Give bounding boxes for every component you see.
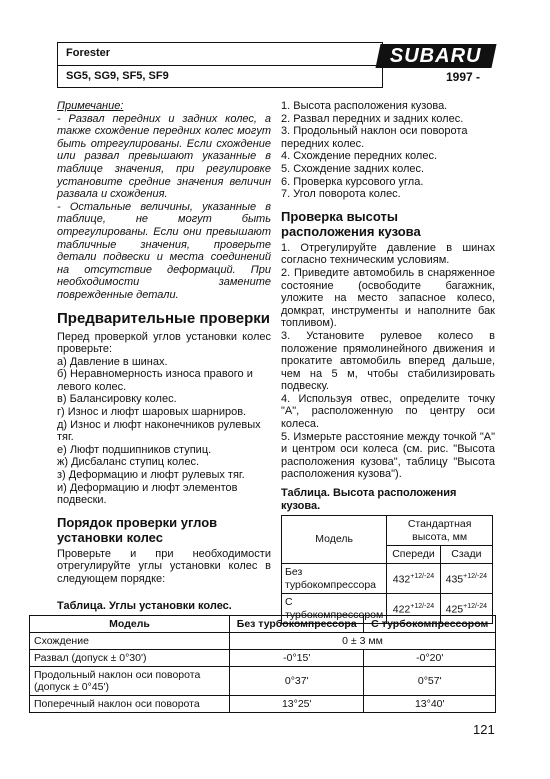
note-paragraph-2: - Остальные величины, указанные в таблице, не могут быть отрегулированы. Если они превышают табличные значения, проверьте детали подвески и места соединений на отсутствие деформаций. При необходимости замените поврежденные детали. — [57, 200, 271, 301]
row-label: Схождение — [30, 633, 230, 650]
model-year: 1997 - — [446, 70, 481, 84]
row-value-noturbo: -0°15' — [230, 650, 364, 667]
list-item: г) Износ и люфт шаровых шарниров. — [57, 406, 247, 419]
list-item: 6. Проверка курсового угла. — [281, 175, 424, 188]
order-list — [281, 100, 495, 201]
subaru-logo — [375, 44, 496, 68]
prelim-intro: Перед проверкой углов установки колес проверьте: — [57, 330, 271, 356]
height-col-front: Спереди — [387, 546, 440, 564]
height-col-model: Модель — [282, 516, 387, 564]
row-model: С турбокомпрессором — [282, 594, 387, 624]
height-col-std: Стандартная высота, мм — [387, 516, 493, 546]
height-table — [281, 515, 493, 624]
row-front: $422^{+12/-24}$ — [387, 594, 440, 624]
height-heading: Проверка высоты расположения кузова — [281, 208, 421, 239]
height-steps — [281, 242, 495, 481]
order-heading: Порядок проверки углов установки колес — [57, 514, 218, 545]
step-item: 4. Используя отвес, определите точку "A", расположенную по центру оси колеса. — [281, 392, 495, 431]
angles-table-title: Таблица. Углы установки колес. — [57, 600, 232, 612]
list-item: 4. Схождение передних колес. — [281, 150, 437, 163]
table-row — [30, 667, 496, 696]
step-item: 2. Приведите автомобиль в снаряженное состояние (освободите багажник, уложите на место запасное колесо, домкрат, инструменты и наполните бак топливом). — [281, 266, 495, 330]
list-item: 5. Схождение задних колес. — [281, 162, 425, 175]
row-label: Поперечный наклон оси поворота — [30, 696, 230, 713]
list-item: в) Балансировку колес. — [57, 393, 177, 406]
list-item: 3. Продольный наклон оси поворота передних колес. — [281, 125, 468, 150]
list-item: и) Деформацию и люфт элементов подвески. — [57, 481, 238, 507]
table-row — [30, 633, 496, 650]
order-intro: Проверьте и при необходимости отрегулируйте углы установки колес в следующем порядке: — [57, 547, 271, 585]
prelim-heading: Предварительные проверки — [57, 309, 271, 327]
row-rear: $425^{+12/-24}$ — [440, 594, 492, 624]
row-value-noturbo: 0°37' — [230, 667, 364, 696]
note-title: Примечание: — [57, 100, 124, 112]
table-row — [30, 696, 496, 713]
list-item: д) Износ и люфт наконечников рулевых тяг. — [57, 418, 261, 444]
row-label: Развал (допуск ± 0°30') — [30, 650, 230, 667]
row-front: $432^{+12/-24}$ — [387, 564, 440, 594]
angles-col-noturbo: Без турбокомпрессора — [230, 616, 364, 633]
height-col-rear: Сзади — [440, 546, 492, 564]
angles-table — [29, 615, 496, 713]
list-item: з) Деформацию и люфт рулевых тяг. — [57, 469, 245, 482]
note-paragraph-1: - Развал передних и задних колес, а также схождение передних колес могут быть отрегулированы. Если схождение или развал превышают указанные в таблице значения, при регулировке установите средние значения величин развала и схождения. — [57, 112, 271, 201]
row-value-turbo: -0°20' — [364, 650, 496, 667]
list-item: 7. Угол поворота колес. — [281, 188, 401, 201]
row-merged-value: 0 ± 3 мм — [230, 633, 496, 650]
brand-text: SUBARU — [390, 44, 482, 67]
left-column — [57, 100, 271, 586]
header-box — [57, 42, 383, 88]
row-value-turbo: 0°57' — [364, 667, 496, 696]
list-item: е) Люфт подшипников ступиц. — [57, 443, 212, 456]
row-label: Продольный наклон оси поворота (допуск ± 0°45') — [30, 667, 230, 696]
header-divider — [58, 65, 382, 66]
model-codes: SG5, SG9, SF5, SF9 — [66, 70, 169, 82]
step-item: 1. Отрегулируйте давление в шинах согласно техническим условиям. — [281, 241, 495, 267]
step-item: 3. Установите рулевое колесо в положение прямолинейного движения и прокатите автомобиль вперед дальше, чем на 5 м, чтобы стабилизировать подвеску. — [281, 329, 495, 393]
row-rear: $435^{+12/-24}$ — [440, 564, 492, 594]
angles-col-model: Модель — [30, 616, 230, 633]
list-item: 2. Развал передних и задних колес. — [281, 112, 464, 125]
prelim-list — [57, 356, 271, 507]
row-value-noturbo: 13°25' — [230, 696, 364, 713]
list-item: б) Неравномерность износа правого и левого колес. — [57, 368, 253, 393]
row-model: Без турбокомпрессора — [282, 564, 387, 594]
list-item: 1. Высота расположения кузова. — [281, 100, 448, 112]
step-item: 5. Измерьте расстояние между точкой "A" и центром оси колеса (см. рис. "Высота расположения кузова", таблицу "Высота расположения кузова"). — [281, 430, 495, 481]
height-table-title: Таблица. Высота расположения кузова. — [281, 487, 457, 512]
list-item: ж) Дисбаланс ступиц колес. — [57, 456, 200, 469]
table-row — [282, 564, 493, 594]
angles-col-turbo: С турбокомпрессором — [364, 616, 496, 633]
table-row — [30, 650, 496, 667]
page-number: 121 — [473, 722, 495, 737]
note-block — [57, 100, 271, 302]
model-name: Forester — [66, 47, 111, 59]
right-column — [281, 100, 495, 624]
list-item: а) Давление в шинах. — [57, 355, 168, 368]
row-value-turbo: 13°40' — [364, 696, 496, 713]
